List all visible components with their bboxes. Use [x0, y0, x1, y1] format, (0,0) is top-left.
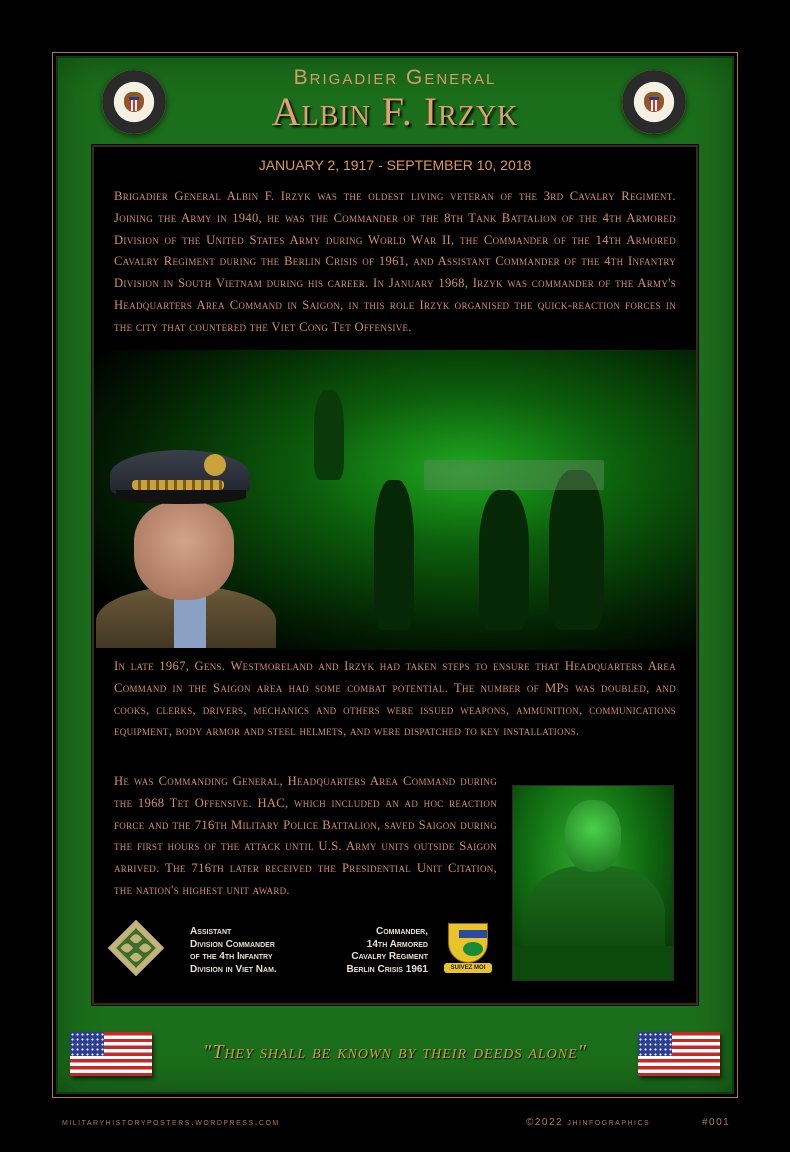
general-portrait	[96, 446, 276, 648]
tet-offensive-paragraph: He was Commanding General, Headquarters Area Command during the 1968 Tet Offensive. HAC, which included an ad hoc reaction force and the 716th Military Police Battalion, saved Saigon during the first hours of the attack until U.S. Army units outside Saigon arrived. The 716th later received the Presidential Unit Citation, the nation's highest unit award.	[114, 774, 497, 897]
biography-paragraph: Brigadier General Albin F. Irzyk was the oldest living veteran of the 3rd Cavalry Regiment. Joining the Army in 1940, he was the Commander of the 8th Tank Battalion of the 4th Armored Division of the United States Army during World War II, the Commander of the 14th Armored Cavalry Regiment during the Berlin Crisis of 1961, and Assistant Commander of the 4th Infantry Division in South Vietnam during his career. In January 1968, Irzyk was commander of the Army's Headquarters Area Command in Saigon, in this role Irzyk organised the quick-reaction forces in the city that countered the Viet Cong Tet Offensive.	[114, 189, 676, 334]
motto-quote: "They shall be known by their deeds alone"	[202, 1041, 588, 1063]
caption-14th-cavalry: Commander, 14th Armored Cavalry Regiment Berlin Crisis 1961	[346, 926, 428, 975]
footer-website: militaryhistoryposters.wordpress.com	[62, 1117, 280, 1128]
footer-poster-number: #001	[702, 1117, 731, 1128]
caption-4th-infantry: Assistant Division Commander of the 4th Infantry Division in Viet Nam.	[190, 926, 277, 975]
life-dates: JANUARY 2, 1917 - SEPTEMBER 10, 2018	[258, 157, 532, 173]
crest-motto: SUIVEZ MOI	[444, 963, 492, 973]
14th-cavalry-crest-icon	[444, 923, 492, 975]
footer-copyright: ©2022 jhinfographics	[526, 1117, 651, 1128]
general-desk-photo	[512, 785, 674, 981]
general-name: Albin F. Irzyk	[271, 89, 519, 134]
tet-preparation-paragraph: In late 1967, Gens. Westmoreland and Irzyk had taken steps to ensure that Headquarters Area Command in the Saigon area had some combat potential. The number of MPs was doubled, and cooks, clerks, drivers, mechanics and others were issued weapons, ammunition, communications equipment, body armor and steel helmets, and were dispatched to key installations.	[114, 659, 676, 739]
rank-title: Brigadier General	[293, 66, 497, 89]
